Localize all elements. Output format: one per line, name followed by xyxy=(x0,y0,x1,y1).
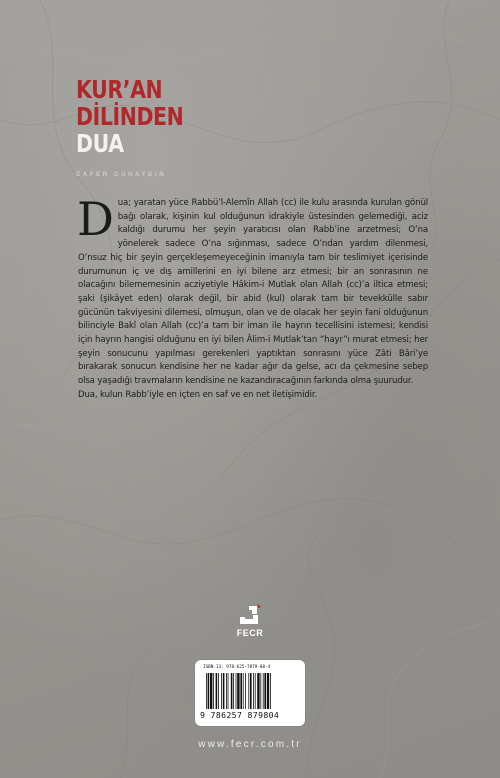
barcode-digits: 9 786257 879804 xyxy=(200,710,280,720)
barcode-bar xyxy=(216,673,218,709)
barcode-bar xyxy=(264,673,266,709)
barcode-bar xyxy=(240,673,242,709)
barcode-bar xyxy=(213,673,214,709)
publisher-logo xyxy=(220,603,280,638)
barcode-bar xyxy=(270,673,271,709)
author-name: CAFER GÜNAYDIN xyxy=(76,172,167,178)
barcode-bar xyxy=(253,673,254,709)
barcode-bar xyxy=(237,673,239,709)
barcode-bar xyxy=(243,673,244,709)
barcode-bar xyxy=(267,673,269,709)
publisher-name: FECR xyxy=(236,628,264,638)
barcode-bar xyxy=(226,673,227,709)
barcode-bar xyxy=(206,673,207,709)
title-line-1: KUR’AN xyxy=(76,75,163,104)
isbn-barcode xyxy=(195,660,305,726)
closing-paragraph: Dua, kulun Rabb’iyle en içten en saf ve en net iletişimidir. xyxy=(78,389,318,400)
fecr-logo-icon xyxy=(237,603,263,627)
barcode-bar xyxy=(255,673,256,709)
barcode-bar xyxy=(210,673,212,709)
barcode-bar xyxy=(233,673,234,709)
barcode-bar xyxy=(223,673,225,709)
book-title xyxy=(76,76,207,157)
title-line-2: DİLİNDEN xyxy=(76,102,184,131)
title-line-3: DUA xyxy=(76,129,124,158)
drop-cap: D xyxy=(77,192,114,246)
barcode-bar xyxy=(228,673,229,709)
barcode-bar xyxy=(245,673,246,709)
barcode-bar xyxy=(257,673,259,709)
isbn-label: ISBN-13: 978-625-7879-80-4 xyxy=(203,665,271,670)
barcode-bar xyxy=(260,673,261,709)
barcode-bar xyxy=(236,673,237,709)
barcode-bar xyxy=(231,673,233,709)
back-cover-text xyxy=(77,192,428,403)
barcode-bar xyxy=(263,673,264,709)
barcode-bar xyxy=(221,673,222,709)
barcode-bar xyxy=(208,673,210,709)
barcode-bars xyxy=(206,673,294,709)
main-paragraph xyxy=(77,192,428,389)
barcode-bar xyxy=(218,673,219,709)
barcode-bar xyxy=(250,673,252,709)
barcode-bar xyxy=(248,673,249,709)
publisher-website: www.fecr.com.tr xyxy=(198,739,302,750)
main-paragraph-text: ua; yaratan yüce Rabbü’l-Alemîn Allah (cc) ile kulu arasında kurulan gönül bağı olarak, kişinin kul olduğunun idrakiyle üstesinden gelemediği, aciz kaldığı durumu her şeyin yaratıcısı olan Rabb’ine arzetmesi; O’na yönelerek sadece O’na sığınması, sadece O’ndan yardım dilenmesi, O’nsuz hiç bir şeyin gerçekleşemeyeceğinin imanıyla tam bir teslimiyet içerisinde durumunun iç ve dış amillerini en iyi bilene arz etmesi; bir an sonrasının ne olacağını bilememesinin acziyetiyle Hâkim-i Mutlak olan Allah (cc)’a iltica etmesi; şaki (şikâyet eden) olarak değil, bir abid (kul) olarak tam bir tevekkülle sabır gücünün takviyesini dilemesi, olmuşun, olan ve de olacak her şeyin fani olduğunun bilinciyle Bakî olan Allah (cc)’a tam bir iman ile hayrın tecellisini istemesi; kendisi için hayrın hangisi olduğunu en iyi bilen Âlim-i Mutlak’tan “hayr”ı murat etmesi; her şeyin sonucunu yapılması gerekenleri yaptıktan sonrasını yüce Zâti Bâri’ye bırakarak sonucun kendisine her ne kadar ağır da gelse, acı da çekmesine sebep olsa yaşadığı travmaların kendisine ne kazandıracağının farkında olma şuurudur. xyxy=(78,198,428,387)
